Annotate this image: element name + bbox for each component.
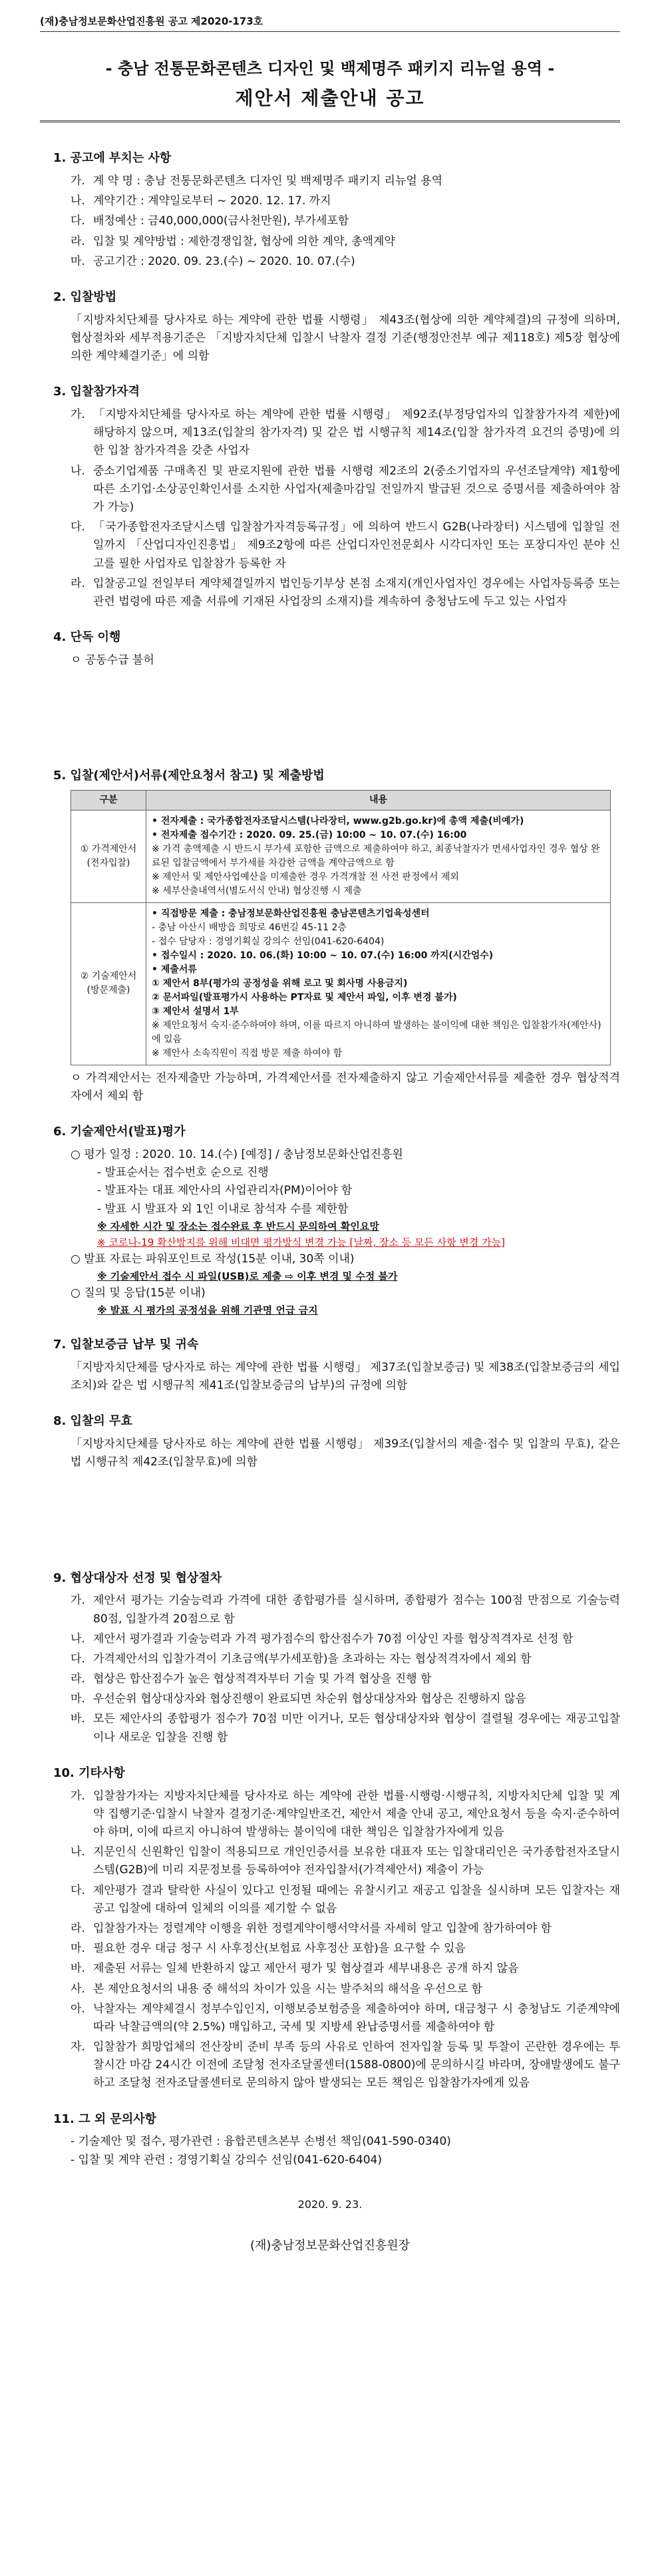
section-2-title: 2. 입찰방법 — [53, 289, 117, 304]
list-item: 가. 계 약 명 : 충남 전통문화콘텐츠 디자인 및 백제명주 패키지 리뉴얼 용역 — [71, 174, 442, 188]
list-item: 아. 낙찰자는 계약체결시 정부수입인지, 이행보증보험증을 제출하여야 하며, 대금청구 시 충청남도 기준계약에 따라 낙찰금액의(약 2.5%) 매입하고, 국세 및 지방세 완납증명서를 제출하여야 함 — [71, 2002, 620, 2034]
list-item: 다. 제안평가 결과 탈락한 사실이 있다고 인정될 때에는 유찰시키고 재공고 입찰을 실시하며 모든 입찰자는 재공고 입찰에 대하여 일체의 이의를 제기할 수 없음 — [71, 1883, 620, 1915]
section-10-title: 10. 기타사항 — [53, 1765, 125, 1780]
table-header-row — [71, 790, 611, 810]
section-8 — [40, 1412, 620, 1471]
section-7 — [40, 1336, 620, 1395]
list-item: 나. 제안서 평가결과 기술능력과 가격 평가점수의 합산점수가 70점 이상인 자를 협상적격자로 선정 함 — [71, 1632, 574, 1646]
list-item: 자. 입찰참가 희망업체의 전산장비 준비 부족 등의 사유로 인하여 전자입찰 등록 및 투찰이 곤란한 경우에는 투찰시간 마감 24시간 이전에 조달청 전자조달콜센터(1588-0800)에 문의하시길 바라며, 장애발생에도 불구하고 조달청 전자조달콜센터로 문의하지 않아 발생되는 모든 책임은 입찰참가자에게 있음 — [71, 2040, 620, 2090]
notice-date: 2020. 9. 23. — [297, 2197, 363, 2211]
list-item: 바. 모든 제안사의 종합평가 점수가 70점 미만 이거나, 모든 협상대상자와 협상이 결렬될 경우에는 재공고입찰이나 새로운 입찰을 진행 함 — [71, 1712, 620, 1744]
section-3 — [40, 383, 620, 611]
list-item: 라. 입찰참가자는 정렬계약 이행을 위한 정렬계약이행서약서를 자세히 알고 입찰에 참가하여야 함 — [71, 1921, 552, 1935]
row-content-price: • 전자제출 : 국가종합전자조달시스템(나라장터, www.g2b.go.kr)에 총액 제출(비예가) • 전자제출 접수기간 : 2020. 09. 25.(금) 10:00 ~ 10. 07.(수) 16:00 ※ 가격 총액제출 시 반드시 부가세 포함한 금액으로 제출하여야 하고, 최종낙찰자가 면세사업자인 경우 협상 완료된 입찰금액에서 부가세를 차감한 금액을 계약금액으로 함 ※ 제안서 및 제안사업예산을 미제출한 경우 가격개찰 전 사전 판정에서 제외 ※ 세부산출내역서(별도서식 안내) 협상진행 시 제출 — [146, 810, 611, 902]
list-item: 마. 공고기간 : 2020. 09. 23.(수) ~ 2020. 10. 07.(수) — [71, 254, 355, 268]
section-5-note: ㅇ 가격제안서는 전자제출만 가능하며, 가격제안서를 전자제출하지 않고 기술제안서류를 제출한 경우 협상적격자에서 제외 함 — [71, 1071, 620, 1103]
list-item: 다. 배정예산 : 금40,000,000(금사천만원), 부가세포함 — [71, 214, 349, 228]
section-11-title: 11. 그 외 문의사항 — [53, 2112, 157, 2126]
section-4 — [40, 628, 620, 669]
section-6-title: 6. 기술제안서(발표)평가 — [53, 1125, 186, 1139]
title-divider — [40, 120, 620, 122]
section-10 — [40, 1764, 620, 2093]
section-2 — [40, 288, 620, 365]
list-item: 라. 입찰공고일 전일부터 계약체결일까지 법인등기부상 본점 소재지(개인사업자인 경우에는 사업자등록증 또는 관련 법령에 따른 제출 서류에 기재된 사업장의 소재지)를 계속하여 충청남도에 두고 있는 사업자 — [71, 576, 620, 608]
contact-contract: - 입찰 및 계약 관련 : 경영기획실 강의수 선임(041-620-6404) — [71, 2153, 382, 2167]
section-9 — [40, 1569, 620, 1747]
column-header-content: 내용 — [146, 790, 611, 810]
page-gap — [40, 687, 620, 767]
list-item: 가. 입찰참가자는 지방자치단체를 당사자로 하는 계약에 관한 법률·시행령·시행규칙, 지방자치단체 입찰 및 계약 집행기준·입찰시 낙찰자 결정기준·계약일반조건, 제안서 제출 안내 공고, 제안요청서 등을 숙지·준수하여야 하며, 이에 따르지 아니하여 발생하는 불이익에 대한 책임은 입찰참가자에게 있음 — [71, 1789, 620, 1839]
section-1-title: 1. 공고에 부치는 사항 — [53, 151, 172, 166]
list-item: 바. 제출된 서류는 일체 반환하지 않고 제안서 평가 및 협상결과 세부내용은 공개 하지 않음 — [71, 1962, 519, 1976]
section-6: 6. 기술제안서(발표)평가 ○ 평가 일정 : 2020. 10. 14.(수) [예정] / 충남정보문화산업진흥원 - 발표순서는 접수번호 순으로 진행 - 발표자는 대표 제안사의 사업관리자(PM)이어야 함 - 발표 시 발표자 외 1인 이내로 참석자 수를 제한함 ※ 자세한 시간 및 장소는 접수완료 후 반드시 문의하여 확인요망 ※ 코로나-19 확산방지를 위해 비대면 평가방식 변경 가능 [날짜, 장소 등 모든 사항 변경 가능] ○ 발표 자료는 파워포인트로 작성(15분 이내, 30쪽 이내) ※ 기술제안서 접수 시 파일(USB)로 제출 ⇨ 이후 변경 및 수정 불가 ○ 질의 및 응답(15분 이내) ※ 발표 시 평가의 공정성을 위해 기관명 언급 금지 — [40, 1123, 620, 1318]
section-4-title: 4. 단독 이행 — [53, 630, 121, 645]
table-row — [71, 810, 611, 902]
contact-technical: - 기술제안 및 접수, 평가관련 : 융합콘텐츠본부 손병선 책임(041-590-0340) — [71, 2135, 451, 2149]
list-item: 나. 중소기업제품 구매촉진 및 판로지원에 관한 법률 시행령 제2조의 2(중소기업자의 우선조달계약) 제1항에 따른 소기업·소상공인확인서를 소지한 사업자(제출마감일 전일까지 발급된 것으로 증명서를 제출하여야 참가 가능) — [71, 464, 620, 514]
section-4-body: ㅇ 공동수급 불허 — [71, 653, 154, 667]
row-category-technical: ② 기술제안서 (방문제출) — [71, 902, 146, 1065]
page-gap — [40, 1489, 620, 1569]
row-content-technical: • 직접방문 제출 : 충남정보문화산업진흥원 충남콘텐츠기업육성센터 - 충남 아산시 배방읍 희망로 46번길 45-11 2층 - 접수 담당자 : 경영기획실 강의수 선임(041-620-6404) • 접수일시 : 2020. 10. 06.(화) 10:00 ~ 10. 07.(수) 16:00 까지(시간엄수) • 제출서류 ① 제안서 8부(평가의 공정성을 위해 로고 및 회사명 사용금지) ② 문서파일(발표평가시 사용하는 PT자료 및 제안서 파일, 이후 변경 불가) ③ 제안서 설명서 1부 ※ 제안요청서 숙지·준수하여야 하며, 이를 따르지 아니하여 발생하는 불이익에 대한 책임은 입찰참가자(제안사)에 있음 ※ 제안사 소속직원이 직접 방문 제출 하여야 함 — [146, 902, 611, 1065]
section-7-title: 7. 입찰보증금 납부 및 귀속 — [53, 1338, 199, 1352]
list-item: 가. 「지방자치단체를 당사자로 하는 계약에 관한 법률 시행령」 제92조(부정당업자의 입찰참가자격 제한)에 해당하지 않으며, 제13조(입찰의 참가자격) 및 같은 법 시행규칙 제14조(입찰 참가자격 요건의 증명)에 의한 입찰 참가자격을 갖춘 사업자 — [71, 408, 620, 458]
title-project: - 충남 전통문화콘텐츠 디자인 및 백제명주 패키지 리뉴얼 용역 - — [105, 59, 555, 78]
section-11 — [40, 2110, 620, 2169]
list-item: 라. 협상은 합산점수가 높은 협상적격자부터 기술 및 가격 협상을 진행 함 — [71, 1672, 432, 1686]
section-8-body: 「지방자치단체를 당사자로 하는 계약에 관한 법률 시행령」 제39조(입찰서의 제출·접수 및 입찰의 무효), 같은 법 시행규칙 제42조(입찰무효)에 의함 — [71, 1437, 620, 1469]
list-item: 사. 본 제안요청서의 내용 중 해석의 차이가 있을 시는 발주처의 해석을 우선으로 함 — [71, 1982, 482, 1996]
list-item: 라. 입찰 및 계약방법 : 제한경쟁입찰, 협상에 의한 계약, 총액계약 — [71, 234, 395, 248]
issuing-organization: (재)충남정보문화산업진흥원장 — [249, 2239, 411, 2253]
row-category-price: ① 가격제안서 (전자입찰) — [71, 810, 146, 902]
title-notice: 제안서 제출안내 공고 — [235, 87, 425, 110]
section-2-body: 「지방자치단체를 당사자로 하는 계약에 관한 법률 시행령」 제43조(협상에 의한 계약체결)의 규정에 의하며, 협상절차와 세부적용기준은 「지방자치단체 입찰시 낙찰자 결정 기준(행정안전부 예규 제118호) 제5장 협상에 의한 계약체결기준」에 의함 — [71, 313, 620, 363]
table-row — [71, 902, 611, 1065]
section-5 — [40, 767, 620, 1105]
section-7-body: 「지방자치단체를 당사자로 하는 계약에 관한 법률 시행령」 제37조(입찰보증금) 및 제38조(입찰보증금의 세입조치)와 같은 법 시행규칙 제41조(입찰보증금의 납부)의 규정에 의함 — [71, 1361, 620, 1393]
section-9-title: 9. 협상대상자 선정 및 협상절차 — [53, 1570, 222, 1585]
list-item: 다. 「국가종합전자조달시스템 입찰참가자격등록규정」에 의하여 반드시 G2B(나라장터) 시스템에 입찰일 전일까지 「산업디자인진흥법」 제9조2항에 따른 산업디자인전문회사 시각디자인 또는 포장디자인 분야 신고를 필한 사업자로 입찰참가 등록한 자 — [71, 520, 620, 570]
document-header: (재)충남정보문화산업진흥원 공고 제2020-173호 — [40, 13, 620, 32]
section-1 — [40, 149, 620, 271]
section-3-title: 3. 입찰참가자격 — [53, 385, 140, 399]
section-5-title: 5. 입찰(제안서)서류(제안요청서 참고) 및 제출방법 — [53, 769, 325, 783]
list-item: 나. 계약기간 : 계약일로부터 ~ 2020. 12. 17. 까지 — [71, 194, 331, 208]
list-item: 마. 필요한 경우 대금 청구 시 사후정산(보험료 사후정산 포함)을 요구할 수 있음 — [71, 1942, 466, 1956]
list-item: 마. 우선순위 협상대상자와 협상진행이 완료되면 차순위 협상대상자와 협상은 진행하지 않음 — [71, 1692, 526, 1706]
list-item: 가. 제안서 평가는 기술능력과 가격에 대한 종합평가를 실시하며, 종합평가 점수는 100점 만점으로 기술능력 80점, 입찰가격 20점으로 함 — [71, 1594, 620, 1626]
section-8-title: 8. 입찰의 무효 — [53, 1414, 132, 1429]
list-item: 다. 가격제안서의 입찰가격이 기초금액(부가세포함)을 초과하는 자는 협상적격자에서 제외 함 — [71, 1652, 532, 1666]
column-header-category: 구분 — [71, 790, 146, 810]
submission-table — [71, 790, 611, 1065]
list-item: 나. 지문인식 신원확인 입찰이 적용되므로 개인인증서를 보유한 대표자 또는 입찰대리인은 국가종합전자조달시스템(G2B)에 미리 지문정보를 등록하여야 전자입찰서(가격제안서) 제출이 가능 — [71, 1845, 620, 1877]
